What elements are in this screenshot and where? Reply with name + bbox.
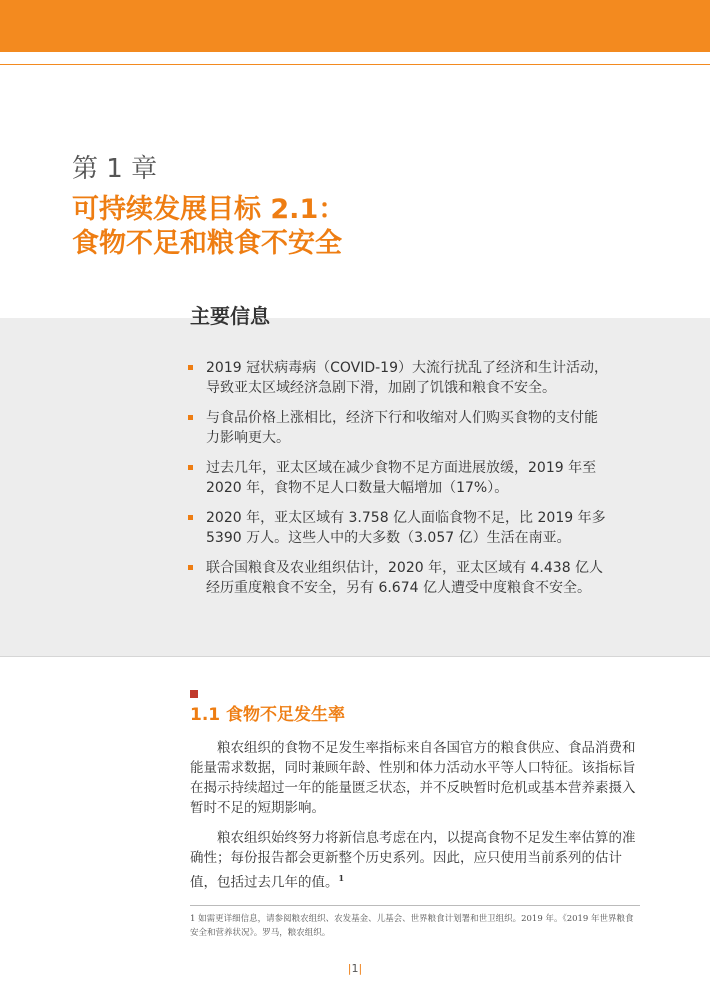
footnote-divider <box>190 905 640 906</box>
list-item-text: 联合国粮食及农业组织估计，2020 年，亚太区域有 4.438 亿人经历重度粮食不安全，另有 6.674 亿人遭受中度粮食不安全。 <box>206 560 604 596</box>
list-item <box>188 558 608 598</box>
key-messages-heading: 主要信息 <box>190 304 270 328</box>
page-number-bar-right: | <box>358 962 363 975</box>
top-divider-line <box>0 64 710 65</box>
page-number-bar-left: | <box>347 962 352 975</box>
list-item <box>188 508 608 548</box>
list-item-text: 2020 年，亚太区域有 3.758 亿人面临食物不足，比 2019 年多 5390 万人。这些人中的大多数（3.057 亿）生活在南亚。 <box>206 510 606 546</box>
chapter-title-line-1: 可持续发展目标 2.1： <box>72 194 346 225</box>
page-number <box>0 962 710 975</box>
square-bullet-icon <box>188 465 193 470</box>
list-item-text: 与食品价格上涨相比，经济下行和收缩对人们购买食物的支付能力影响更大。 <box>206 410 598 446</box>
chapter-label: 第 1 章 <box>72 154 158 184</box>
list-item <box>188 358 608 398</box>
section-marker-icon <box>190 690 198 698</box>
body-paragraph-2 <box>190 828 640 893</box>
footnote-reference: 1 <box>338 873 345 883</box>
footnote-text: 1 如需更详细信息，请参阅粮农组织、农发基金、儿基会、世界粮食计划署和世卫组织。2019 年。《2019 年世界粮食安全和营养状况》。罗马，粮农组织。 <box>190 914 634 938</box>
body-paragraph-2-text: 粮农组织始终努力将新信息考虑在内，以提高食物不足发生率估算的准确性；每份报告都会更新整个历史系列。因此，应只使用当前系列的估计值，包括过去几年的值。 <box>190 830 636 891</box>
square-bullet-icon <box>188 515 193 520</box>
body-paragraph-1: 粮农组织的食物不足发生率指标来自各国官方的粮食供应、食品消费和能量需求数据，同时兼顾年龄、性别和体力活动水平等人口特征。该指标旨在揭示持续超过一年的能量匮乏状态，并不反映暂时危机或基本营养素摄入暂时不足的短期影响。 <box>190 740 636 816</box>
section-heading: 1.1 食物不足发生率 <box>190 705 346 725</box>
chapter-title <box>72 193 345 261</box>
list-item-text: 过去几年，亚太区域在减少食物不足方面进展放缓，2019 年至 2020 年，食物不足人口数量大幅增加（17%）。 <box>206 460 597 496</box>
page-number-value: 1 <box>351 962 359 975</box>
square-bullet-icon <box>188 365 193 370</box>
list-item <box>188 458 608 498</box>
chapter-title-line-2: 食物不足和粮食不安全 <box>72 228 342 259</box>
list-item-text: 2019 冠状病毒病（COVID-19）大流行扰乱了经济和生计活动，导致亚太区域经济急剧下滑，加剧了饥饿和粮食不安全。 <box>206 360 608 396</box>
square-bullet-icon <box>188 415 193 420</box>
square-bullet-icon <box>188 565 193 570</box>
key-messages-list <box>188 358 608 608</box>
list-item <box>188 408 608 448</box>
top-orange-bar <box>0 0 710 52</box>
